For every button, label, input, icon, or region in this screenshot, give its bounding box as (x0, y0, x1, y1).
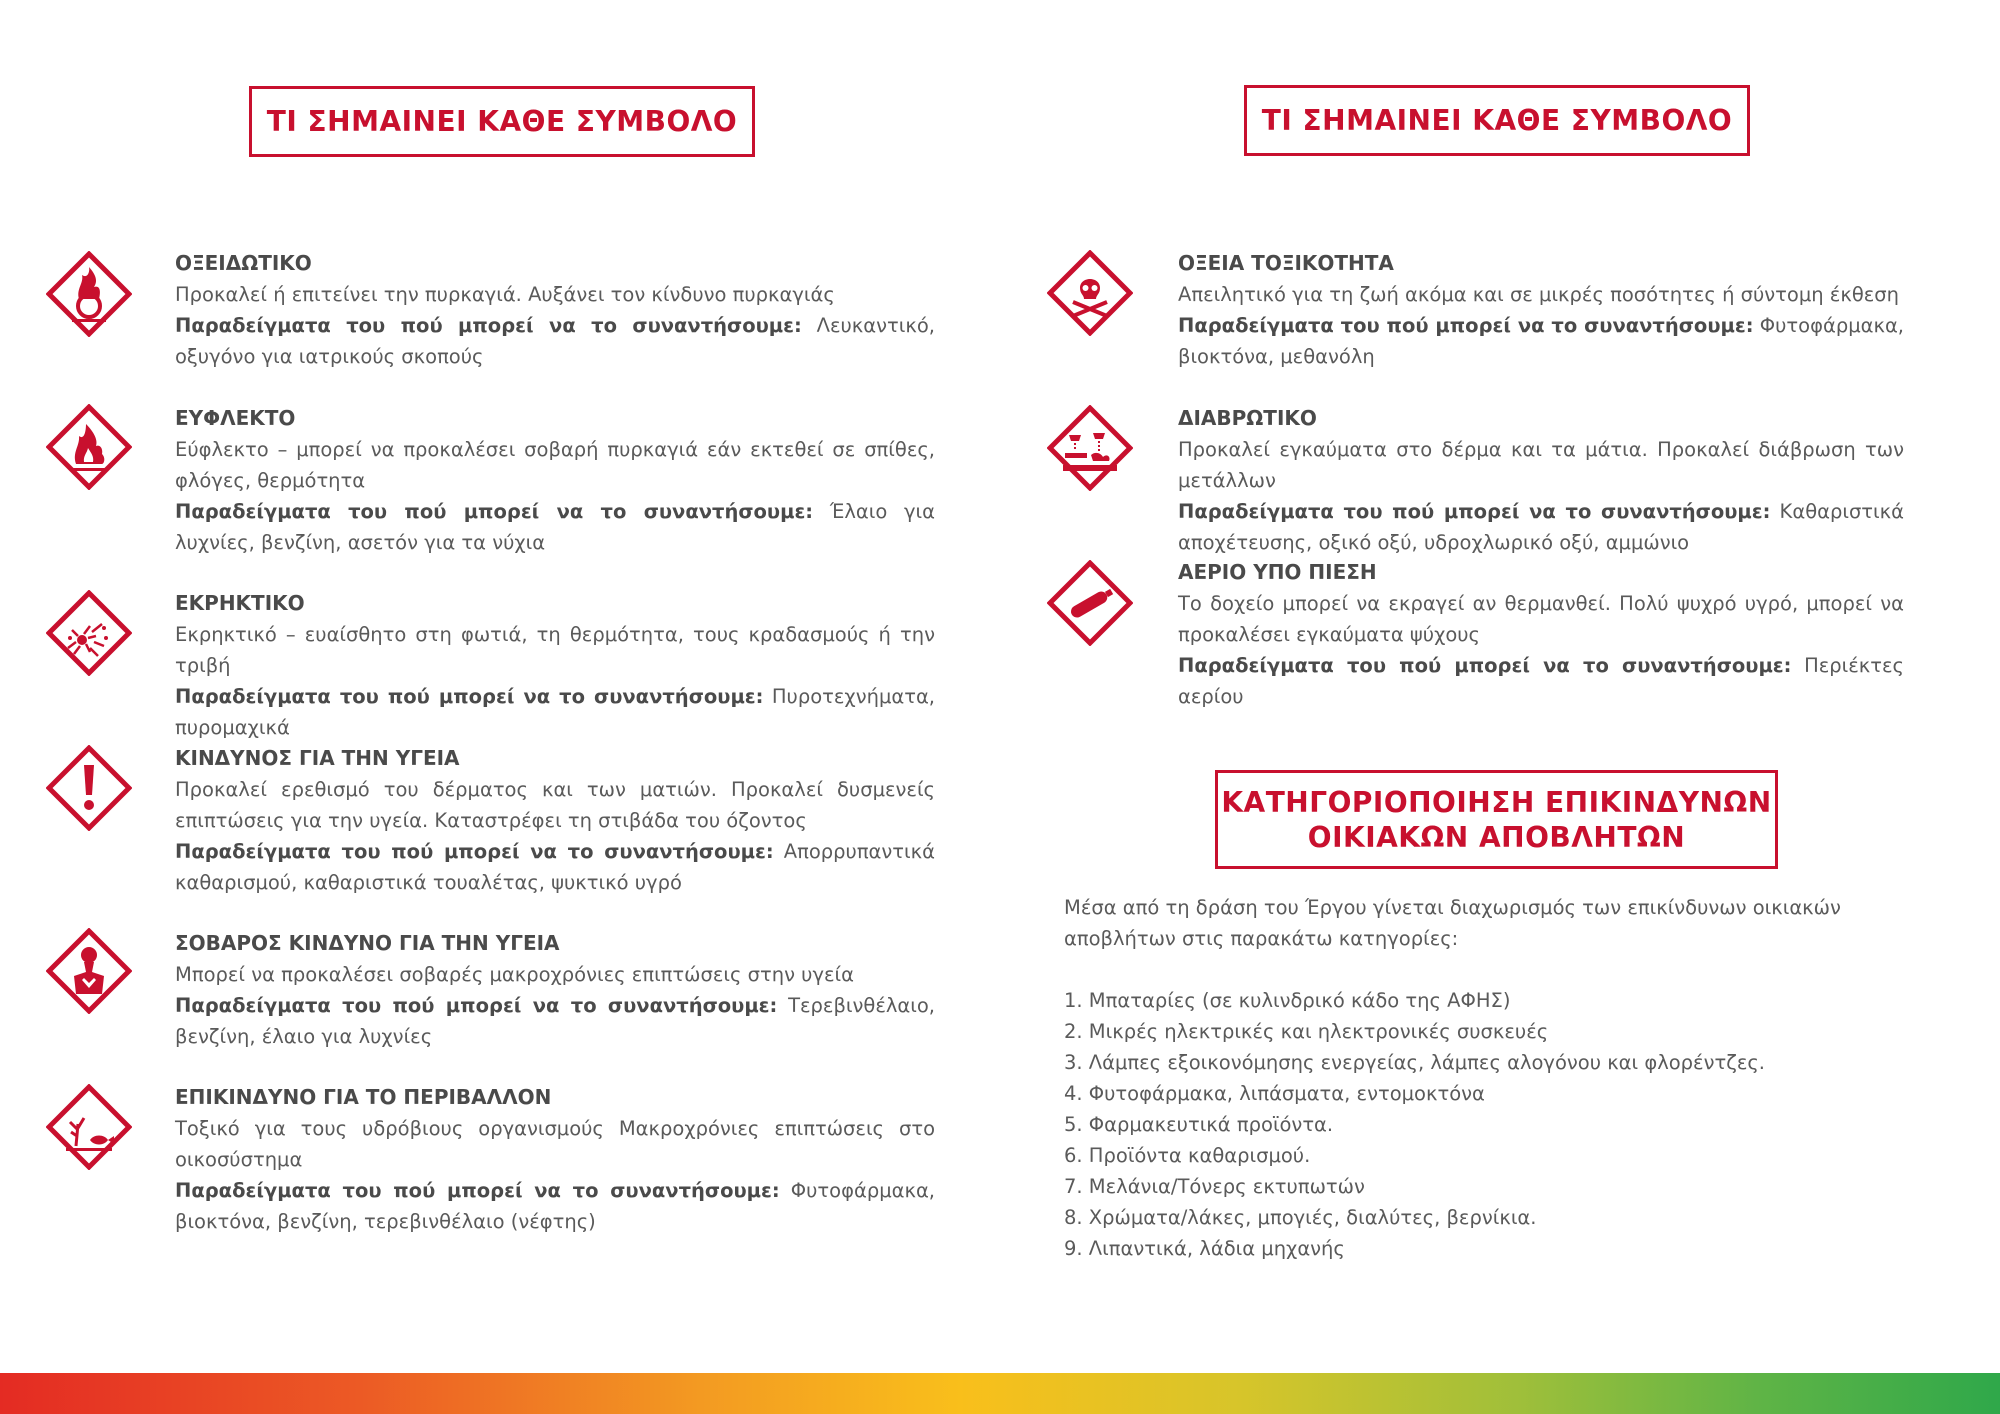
symbol-description: Τοξικό για τους υδρόβιους οργανισμούς Μακροχρόνιες επιπτώσεις στο οικοσύστημα (175, 1117, 935, 1171)
right-heading (1244, 85, 1750, 156)
symbol-description: Προκαλεί εγκαύματα στο δέρμα και τα μάτια. Προκαλεί διάβρωση των μετάλλων (1178, 438, 1904, 492)
examples-text: Τερεβινθέλαιο, βενζίνη, έλαιο για λυχνίες (175, 994, 935, 1048)
explosive-bomb-icon (46, 590, 132, 676)
oxidizing-flame-over-circle-icon (46, 251, 132, 337)
symbol-title: ΟΞΕΙΑ ΤΟΞΙΚΟΤΗΤΑ (1178, 251, 1394, 275)
left-heading (249, 86, 755, 157)
symbol-description: Προκαλεί ή επιτείνει την πυρκαγιά. Αυξάνει τον κίνδυνο πυρκαγιάς (175, 283, 835, 306)
symbol-examples (1178, 314, 1904, 368)
symbol-description: Προκαλεί ερεθισμό του δέρματος και των ματιών. Προκαλεί δυσμενείς επιπτώσεις για την υγεία. Καταστρέφει τη στιβάδα του όζοντος (175, 778, 935, 832)
examples-label: Παραδείγματα του πού μπορεί να το συναντήσουμε: (175, 314, 802, 337)
symbol-flammable-text (175, 403, 935, 558)
list-item: 9. Λιπαντικά, λάδια μηχανής (1064, 1237, 1345, 1260)
symbol-title: ΕΥΦΛΕΚΤΟ (175, 406, 296, 430)
gas-cylinder-icon (1047, 560, 1133, 646)
examples-label: Παραδείγματα του πού μπορεί να το συναντήσουμε: (175, 685, 764, 708)
environment-hazard-icon (46, 1084, 132, 1170)
skull-crossbones-icon (1047, 250, 1133, 336)
symbol-description: Μπορεί να προκαλέσει σοβαρές μακροχρόνιες επιπτώσεις στην υγεία (175, 963, 854, 986)
list-item: 1. Μπαταρίες (σε κυλινδρικό κάδο της ΑΦΗΣ) (1064, 989, 1511, 1012)
list-item: 4. Φυτοφάρμακα, λιπάσματα, εντομοκτόνα (1064, 1082, 1485, 1105)
classification-heading-line2: ΟΙΚΙΑΚΩΝ ΑΠΟΒΛΗΤΩΝ (1307, 820, 1686, 854)
examples-label: Παραδείγματα του πού μπορεί να το συναντήσουμε: (175, 1179, 780, 1202)
symbol-examples (175, 500, 935, 554)
examples-label: Παραδείγματα του πού μπορεί να το συναντήσουμε: (1178, 314, 1754, 337)
flammable-flame-icon (46, 404, 132, 490)
symbol-corrosive-text (1178, 403, 1904, 558)
symbol-title: ΟΞΕΙΔΩΤΙΚΟ (175, 251, 312, 275)
symbol-oxidizing-text (175, 248, 935, 372)
list-item: 2. Μικρές ηλεκτρικές και ηλεκτρονικές συσκευές (1064, 1020, 1549, 1043)
bottom-gradient-bar (0, 1373, 2000, 1414)
examples-label: Παραδείγματα του πού μπορεί να το συναντήσουμε: (1178, 500, 1771, 523)
examples-label: Παραδείγματα του πού μπορεί να το συναντήσουμε: (1178, 654, 1792, 677)
list-item: 3. Λάμπες εξοικονόμησης ενεργείας, λάμπες αλογόνου και φλορέντζες. (1064, 1051, 1766, 1074)
symbol-title: ΕΚΡΗΚΤΙΚΟ (175, 591, 305, 615)
examples-text: Έλαιο για λυχνίες, βενζίνη, ασετόν για τα νύχια (175, 500, 935, 554)
symbol-acute-toxicity-text (1178, 248, 1904, 372)
symbol-description: Απειλητικό για τη ζωή ακόμα και σε μικρές ποσότητες ή σύντομη έκθεση (1178, 283, 1900, 306)
classification-heading-text (1221, 785, 1771, 855)
examples-text: Φυτοφάρμακα, βιοκτόνα, μεθανόλη (1178, 314, 1904, 368)
symbol-health-risk-text (175, 743, 935, 898)
classification-heading (1215, 770, 1778, 869)
examples-text: Καθαριστικά αποχέτευσης, οξικό οξύ, υδροχλωρικό οξύ, αμμώνιο (1178, 500, 1904, 554)
examples-text: Περιέκτες αερίου (1178, 654, 1904, 708)
symbol-examples (1178, 500, 1904, 554)
list-item: 5. Φαρμακευτικά προϊόντα. (1064, 1113, 1334, 1136)
symbol-title: ΣΟΒΑΡΟΣ ΚΙΝΔΥΝΟ ΓΙΑ ΤΗΝ ΥΓΕΙΑ (175, 931, 560, 955)
health-hazard-icon (46, 928, 132, 1014)
classification-heading-line1: ΚΑΤΗΓΟΡΙΟΠΟΙΗΣΗ ΕΠΙΚΙΝΔΥΝΩΝ (1221, 785, 1772, 819)
symbol-description: Το δοχείο μπορεί να εκραγεί αν θερμανθεί. Πολύ ψυχρό υγρό, μπορεί να προκαλέσει εγκαύματα ψύχους (1178, 592, 1904, 646)
symbol-explosive-text (175, 588, 935, 743)
symbol-environment-text (175, 1082, 935, 1237)
symbol-title: ΑΕΡΙΟ ΥΠΟ ΠΙΕΣΗ (1178, 560, 1377, 584)
symbol-examples (175, 685, 935, 739)
category-list (1064, 985, 1924, 1264)
list-item: 7. Μελάνια/Τόνερς εκτυπωτών (1064, 1175, 1365, 1198)
symbol-examples (175, 994, 935, 1048)
examples-label: Παραδείγματα του πού μπορεί να το συναντήσουμε: (175, 994, 778, 1017)
symbol-examples (175, 840, 935, 894)
examples-label: Παραδείγματα του πού μπορεί να το συναντήσουμε: (175, 840, 774, 863)
symbol-serious-health-risk-text (175, 928, 935, 1052)
symbol-title: ΔΙΑΒΡΩΤΙΚΟ (1178, 406, 1317, 430)
symbol-title: ΕΠΙΚΙΝΔΥΝΟ ΓΙΑ ΤΟ ΠΕΡΙΒΑΛΛΟΝ (175, 1085, 552, 1109)
symbol-examples (175, 314, 935, 368)
examples-text: Πυροτεχνήματα, πυρομαχικά (175, 685, 935, 739)
right-heading-text: ΤΙ ΣΗΜΑΙΝΕΙ ΚΑΘΕ ΣΥΜΒΟΛΟ (1261, 104, 1733, 137)
symbol-examples (175, 1179, 935, 1233)
left-heading-text: ΤΙ ΣΗΜΑΙΝΕΙ ΚΑΘΕ ΣΥΜΒΟΛΟ (266, 105, 738, 138)
symbol-description: Εκρηκτικό – ευαίσθητο στη φωτιά, τη θερμότητα, τους κραδασμούς ή την τριβή (175, 623, 935, 677)
list-item: 8. Χρώματα/λάκες, μπογιές, διαλύτες, βερνίκια. (1064, 1206, 1537, 1229)
symbol-title: ΚΙΝΔΥΝΟΣ ΓΙΑ ΤΗΝ ΥΓΕΙΑ (175, 746, 460, 770)
classification-intro: Μέσα από τη δράση του Έργου γίνεται διαχωρισμός των επικίνδυνων οικιακών αποβλήτων στις παρακάτω κατηγορίες: (1064, 896, 1841, 950)
symbol-gas-under-pressure-text (1178, 557, 1904, 712)
examples-text: Λευκαντικό, οξυγόνο για ιατρικούς σκοπούς (175, 314, 935, 368)
examples-text: Φυτοφάρμακα, βιοκτόνα, βενζίνη, τερεβινθέλαιο (νέφτης) (175, 1179, 935, 1233)
symbol-examples (1178, 654, 1904, 708)
examples-text: Απορρυπαντικά καθαρισμού, καθαριστικά τουαλέτας, ψυκτικό υγρό (175, 840, 935, 894)
corrosion-icon (1047, 405, 1133, 491)
exclamation-mark-icon (46, 745, 132, 831)
examples-label: Παραδείγματα του πού μπορεί να το συναντήσουμε: (175, 500, 814, 523)
symbol-description: Εύφλεκτο – μπορεί να προκαλέσει σοβαρή πυρκαγιά εάν εκτεθεί σε σπίθες, φλόγες, θερμότητα (175, 438, 935, 492)
list-item: 6. Προϊόντα καθαρισμού. (1064, 1144, 1311, 1167)
